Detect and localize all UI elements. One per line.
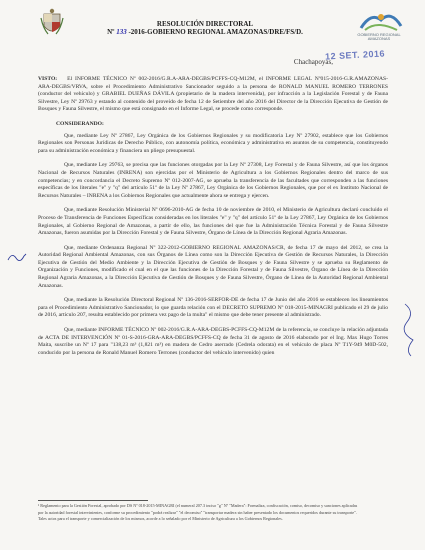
footnote-2: por la autoridad forestal intervinientes, conforme su procedimiento "podrá realizar" "el decomiso" "transportar madera sin haber presentado los documentos requeridos durante su transporte". [38,509,357,515]
number-prefix: Nº [107,28,115,36]
coat-of-arms-emblem [40,8,64,38]
document-body [38,76,388,364]
resolution-header [80,20,330,36]
paragraph-1: Que, mediante Ley Nº 27867, Ley Orgánica de los Gobiernos Regionales y su modificatoria Ley Nº 27902, establece que los Gobiernos Regionales son Personas Jurídicas de Derecho Público, con autonomía política, económica y administrativa en asuntos de su competencia, constituyendo para su administración económica y financiera un pliego presupuestal. [38,132,388,154]
considerando-heading: CONSIDERANDO: [56,120,104,127]
footnote-1: ¹ Reglamento para la Gestión Forestal, aprobado por DS Nº 018-2015-MINAGRI (el numeral 207.3 inciso "g" Nº "Madera": Formaliza, confiscación, comiso, decomiso y sanciones aplicadas [38,503,358,508]
paragraph-6: Que, mediante INFORME TÉCNICO Nº 002-2016/G.R.A-ARA-DEGBS-PCFFS-CQ-M12M de la referencia, se concluye la relación adjuntada de ACTA DE INTERVENCIÓN Nº 01-S-2016-GRA-ARA-DEGBS/PCFFS-CQ de fecha 31 de agosto de 2016 elaborado por el Ing. Max Hugo Torres Maita, suscribe un Nº 17 para "138,23 m³ (1,821 m³) en madera de Cedro aserrado (Cedrela odorata) en el vehículo de placa Nº T1Y-949 M0D-502, conducido por la persona de Ronald Manuel Romero Terrones (conductor del vehículo intervenido) quien [38,327,388,356]
number-suffix: -2016-GOBIERNO REGIONAL AMAZONAS/DRE/FS/D. [128,28,303,36]
resolution-title: RESOLUCIÓN DIRECTORAL [156,20,254,28]
logo-caption: GOBIERNO REGIONAL AMAZONAS [357,32,401,41]
date-stamp: 12 SET. 2016 [324,48,386,62]
paragraph-4: Que, mediante Ordenanza Regional Nº 322-2012-GOBIERNO REGIONAL AMAZONAS/CR, de fecha 17 de mayo del 2012, se crea la Autoridad Regional Ambiental Amazonas, con sus Órganos de Línea como son la Dirección Ejecutiva de Gestión de Recursos Naturales, la Dirección Ejecutiva de Gestión del Medio Ambiente y la Dirección Ejecutiva de Gestión de Bosques y de Fauna Silvestre y se aprueba su Reglamento de Organización y Funciones, modificado el cual en el que las funciones de la Dirección Forestal y de Fauna Silvestre, Órgano de Línea de la Dirección Regional Agraria Amazonas, a la Dirección Ejecutiva de Gestión de Bosques y de Fauna Silvestre, Órgano de Línea de la Autoridad Regional Ambiental Amazonas. [38,244,388,289]
right-margin-signature [401,300,419,360]
paragraph-5: Que, mediante la Resolución Directoral Regional Nº 136-2016-SERFOR-DE de fecha 17 de Junio del año 2016 se establecen los lineamientos para el Procedimiento Administrativo Sancionador, lo que guarda relación con el DECRETO SUPREMO Nº 018-2015-MINAGRI publicado el 29 de julio de 2016, artículo 207, resulta establecido por primera vez pago de la multa" el mismo que debe tener presente al administrado. [38,297,388,319]
regional-government-logo-icon [357,8,405,34]
paragraph-3: Que, mediante Resolución Ministerial Nº 0696-2010-AG de fecha 10 de noviembre de 2010, el Ministerio de Agricultura declaró concluido el Proceso de Transferencia de Funciones Específicas consideradas en los literales "e" y "q" del artículo 51º de la Ley 27867, Ley Orgánica de los Gobiernos Regionales, al Gobierno Regional de Amazonas, a partir de ello, las funciones del que fue la Administración Técnica Forestal y de Fauna Silvestre Amazonas, fueron asumidas por la Dirección Forestal y de Fauna Silvestre, Órgano de Línea de la Dirección Regional Agraria Amazonas. [38,207,388,237]
handwritten-number: 133 [116,28,127,36]
place-label: Chachapoyas, [293,58,333,66]
visto-paragraph: VISTO: El INFORME TÉCNICO Nº 002-2016/G.R.A-ARA-DEGBS/PCFFS-CQ-M12M, el INFORME LEGAL Nº015-2016-G.R.AMAZONAS-ARA-DEGBS/VRVA, sobre el Procedimiento Administrativo Sancionador seguido a la persona de RONALD MANUEL ROMERO TERRONES (conductor del vehículo) y GRABIEL DUEÑAS DÁVILA (propietario de la madera intervenida), por infracción a la Legislación Forestal y de Fauna Silvestre, Ley Nº 29763 y estando al contenido del proveído de fecha 12 de Setiembre del año 2016 del Director de la Dirección Ejecutiva de Gestión de Bosques y Fauna Silvestre, el mismo que está consignado en el Informe Legal, se procede como corresponde. [38,76,388,113]
footnotes [38,503,390,523]
visto-label: VISTO: [38,76,58,82]
footnote-divider [38,500,148,501]
margin-initials-signature [6,250,28,264]
paragraph-2: Que, mediante Ley 29763, se precisa que las funciones otorgadas por la Ley Nº 27308, Ley Forestal y de Fauna Silvestre, así que los órganos Nacional de Recursos Naturales (INRENA) son ejercidas por el Ministerio de Agricultura a los Gobiernos Regionales dentro del marco de sus competencias; y en concordancia el Decreto Supremo Nº 012-2007-AG, se aprueba la transferencia de las facultades que corresponden a las funciones específicas de los literales "e" y "q" del artículo 51º de la Ley Nº 27867, Ley Orgánica de los Gobiernos Regionales, que por el ex Instituto Nacional de Recursos Naturales – INRENA a los Gobiernos Regionales que actualmente ahora se entrega y ejercen. [38,162,388,199]
resolution-number [80,28,330,36]
footnote-3: Tales actos para el transporte y comercialización de los mismos, acorde a lo señalado por el Ministerio de Agricultura a los Gobiernos Regionales. [38,516,283,522]
